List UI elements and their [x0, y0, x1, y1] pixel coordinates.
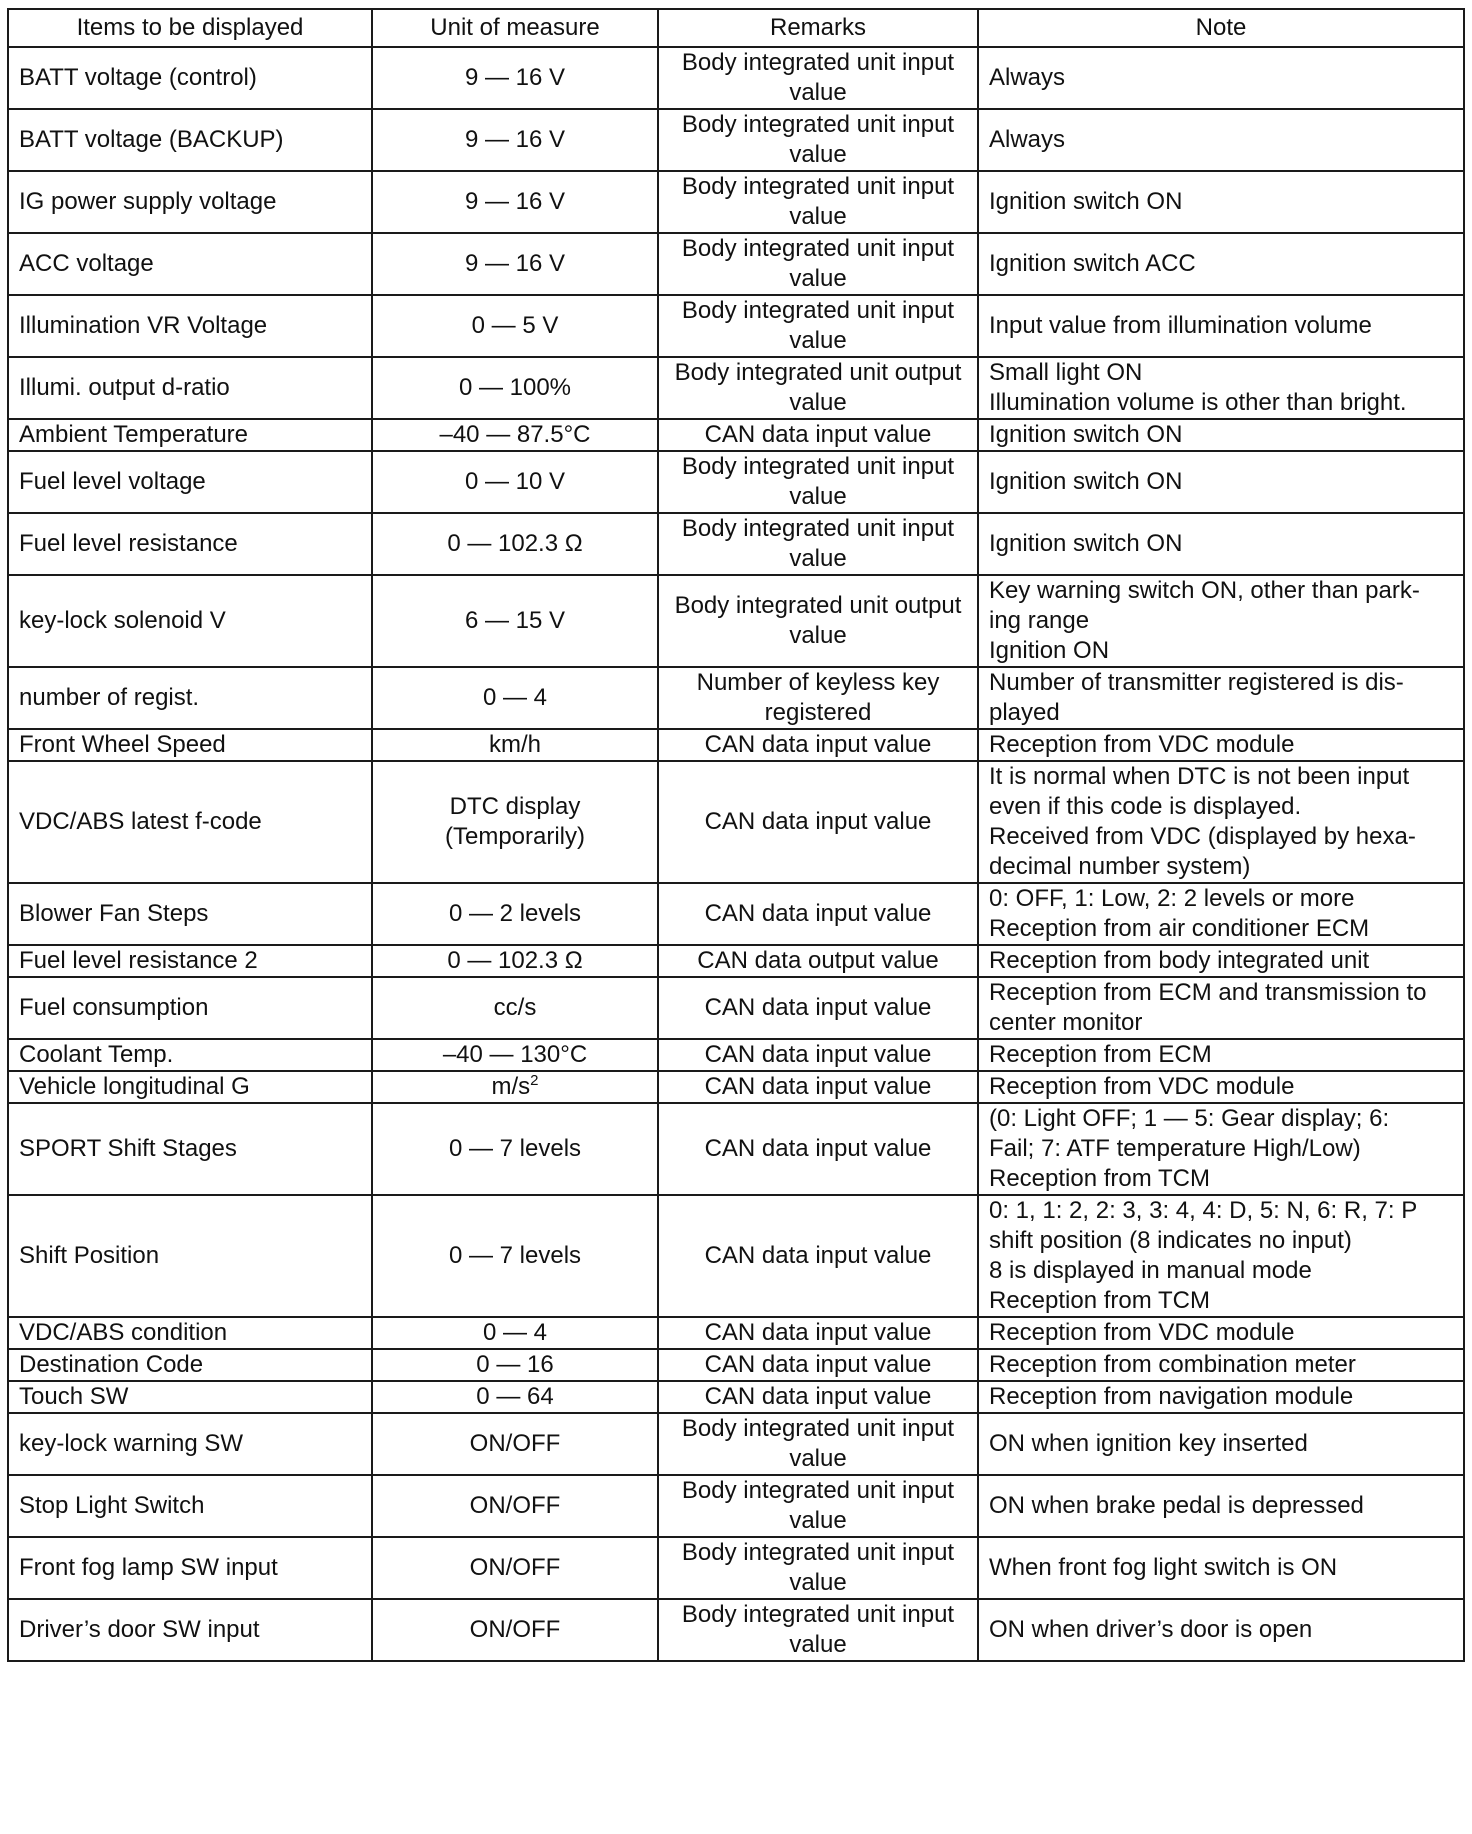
table-row	[8, 47, 1464, 109]
table-row	[8, 977, 1464, 1039]
table-row	[8, 233, 1464, 295]
note-line: When front fog light switch is ON	[989, 1554, 1338, 1581]
unit-cell	[372, 1103, 658, 1195]
note-line: Ignition switch ON	[989, 530, 1183, 557]
remarks-cell: CAN data input value	[658, 1381, 978, 1413]
unit-cell	[372, 171, 658, 233]
note-line: Received from VDC (displayed by hexa-	[989, 823, 1416, 850]
unit-text: 0 — 102.3 Ω	[447, 530, 583, 557]
unit-text: –40 — 130°C	[442, 1041, 588, 1068]
unit-text: ON/OFF	[469, 1492, 561, 1519]
unit-text: 6 — 15 V	[464, 607, 566, 634]
table-row	[8, 451, 1464, 513]
item-cell: Front fog lamp SW input	[8, 1537, 372, 1599]
unit-cell	[372, 667, 658, 729]
table-row	[8, 667, 1464, 729]
note-line: Reception from ECM	[989, 1041, 1212, 1068]
table-row	[8, 575, 1464, 667]
unit-text: –40 — 87.5°C	[439, 421, 591, 448]
note-line: Ignition switch ON	[989, 421, 1183, 448]
note-line: Always	[989, 126, 1066, 153]
table-row	[8, 1599, 1464, 1661]
note-cell	[978, 945, 1464, 977]
remarks-cell: Body integrated unit input value	[658, 295, 978, 357]
remarks-cell: CAN data input value	[658, 419, 978, 451]
remarks-cell: CAN data input value	[658, 1195, 978, 1317]
unit-cell	[372, 1413, 658, 1475]
table-row	[8, 761, 1464, 883]
remarks-cell: CAN data input value	[658, 977, 978, 1039]
unit-text: 0 — 7 levels	[448, 1242, 582, 1269]
note-line: played	[989, 699, 1060, 726]
item-cell: Ambient Temperature	[8, 419, 372, 451]
note-cell	[978, 47, 1464, 109]
note-line: ON when ignition key inserted	[989, 1430, 1308, 1457]
header-note: Note	[978, 9, 1464, 47]
item-cell: Fuel level resistance 2	[8, 945, 372, 977]
remarks-cell: Body integrated unit input value	[658, 513, 978, 575]
header-unit: Unit of measure	[372, 9, 658, 47]
item-cell: Fuel consumption	[8, 977, 372, 1039]
remarks-cell: Body integrated unit input value	[658, 171, 978, 233]
note-cell	[978, 1317, 1464, 1349]
note-line: Reception from ECM and transmission to	[989, 979, 1427, 1006]
unit-cell	[372, 1195, 658, 1317]
table-row	[8, 1195, 1464, 1317]
unit-text: 9 — 16 V	[464, 64, 566, 91]
unit-cell	[372, 729, 658, 761]
note-cell	[978, 295, 1464, 357]
table-row	[8, 419, 1464, 451]
unit-text: DTC display (Temporarily)	[444, 793, 585, 850]
table-row	[8, 109, 1464, 171]
remarks-cell: Body integrated unit input value	[658, 47, 978, 109]
table-row	[8, 883, 1464, 945]
header-remarks: Remarks	[658, 9, 978, 47]
note-cell	[978, 667, 1464, 729]
item-cell: VDC/ABS latest f-code	[8, 761, 372, 883]
note-cell	[978, 761, 1464, 883]
unit-text: 0 — 2 levels	[448, 900, 582, 927]
table-row	[8, 945, 1464, 977]
unit-text: 0 — 4	[482, 684, 548, 711]
remarks-cell: Number of keyless key registered	[658, 667, 978, 729]
item-cell: Driver’s door SW input	[8, 1599, 372, 1661]
header-items: Items to be displayed	[8, 9, 372, 47]
unit-cell	[372, 47, 658, 109]
remarks-cell: Body integrated unit input value	[658, 1599, 978, 1661]
unit-cell	[372, 945, 658, 977]
remarks-cell: Body integrated unit input value	[658, 1537, 978, 1599]
item-cell: key-lock solenoid V	[8, 575, 372, 667]
unit-cell	[372, 233, 658, 295]
note-cell	[978, 513, 1464, 575]
item-cell: Touch SW	[8, 1381, 372, 1413]
unit-text: 0 — 5 V	[471, 312, 559, 339]
table-row	[8, 513, 1464, 575]
item-cell: number of regist.	[8, 667, 372, 729]
unit-text: 0 — 10 V	[464, 468, 566, 495]
table-row	[8, 1413, 1464, 1475]
remarks-cell: Body integrated unit input value	[658, 1413, 978, 1475]
note-line: shift position (8 indicates no input)	[989, 1227, 1352, 1254]
item-cell: Vehicle longitudinal G	[8, 1071, 372, 1103]
note-cell	[978, 1195, 1464, 1317]
unit-cell	[372, 1349, 658, 1381]
unit-text: cc/s	[493, 994, 537, 1021]
item-cell: Destination Code	[8, 1349, 372, 1381]
unit-cell	[372, 451, 658, 513]
item-cell: Coolant Temp.	[8, 1039, 372, 1071]
item-cell: VDC/ABS condition	[8, 1317, 372, 1349]
unit-text: ON/OFF	[469, 1616, 561, 1643]
remarks-cell: Body integrated unit input value	[658, 1475, 978, 1537]
table-row	[8, 1537, 1464, 1599]
note-cell	[978, 1349, 1464, 1381]
remarks-cell: CAN data input value	[658, 883, 978, 945]
unit-cell	[372, 1039, 658, 1071]
note-line: 0: OFF, 1: Low, 2: 2 levels or more	[989, 885, 1355, 912]
note-line: Ignition ON	[989, 637, 1110, 664]
table-row	[8, 1317, 1464, 1349]
note-line: Reception from combination meter	[989, 1351, 1356, 1378]
table-header-row	[8, 9, 1464, 47]
unit-cell	[372, 513, 658, 575]
item-cell: Fuel level resistance	[8, 513, 372, 575]
note-line: center monitor	[989, 1009, 1143, 1036]
data-monitor-table	[7, 8, 1465, 1662]
unit-text: km/h	[488, 731, 541, 758]
table-row	[8, 1349, 1464, 1381]
note-line: It is normal when DTC is not been input	[989, 763, 1410, 790]
note-cell	[978, 233, 1464, 295]
note-cell	[978, 1071, 1464, 1103]
item-cell: Stop Light Switch	[8, 1475, 372, 1537]
unit-text: ON/OFF	[469, 1554, 561, 1581]
note-cell	[978, 883, 1464, 945]
note-line: Reception from VDC module	[989, 1319, 1295, 1346]
unit-cell	[372, 1537, 658, 1599]
note-line: Always	[989, 64, 1066, 91]
remarks-cell: Body integrated unit input value	[658, 109, 978, 171]
note-line: Reception from TCM	[989, 1165, 1210, 1192]
note-cell	[978, 1413, 1464, 1475]
note-line: Reception from navigation module	[989, 1383, 1354, 1410]
table-row	[8, 357, 1464, 419]
note-line: Ignition switch ON	[989, 468, 1183, 495]
note-line: Input value from illumination volume	[989, 312, 1372, 339]
item-cell: SPORT Shift Stages	[8, 1103, 372, 1195]
remarks-cell: CAN data input value	[658, 1317, 978, 1349]
unit-cell	[372, 419, 658, 451]
remarks-cell: CAN data input value	[658, 1103, 978, 1195]
remarks-cell: CAN data input value	[658, 1349, 978, 1381]
note-cell	[978, 357, 1464, 419]
item-cell: Illumi. output d-ratio	[8, 357, 372, 419]
note-line: 8 is displayed in manual mode	[989, 1257, 1312, 1284]
remarks-cell: Body integrated unit input value	[658, 451, 978, 513]
note-cell	[978, 977, 1464, 1039]
note-cell	[978, 1381, 1464, 1413]
item-cell: Shift Position	[8, 1195, 372, 1317]
table-row	[8, 729, 1464, 761]
item-cell: Fuel level voltage	[8, 451, 372, 513]
unit-text: 0 — 4	[482, 1319, 548, 1346]
unit-text: 0 — 16	[476, 1351, 554, 1378]
unit-cell	[372, 761, 658, 883]
note-line: (0: Light OFF; 1 — 5: Gear display; 6:	[989, 1105, 1390, 1132]
unit-text: 0 — 100%	[458, 374, 572, 401]
unit-superscript: 2	[530, 1072, 539, 1089]
table-row	[8, 1039, 1464, 1071]
item-cell: Front Wheel Speed	[8, 729, 372, 761]
unit-text: ON/OFF	[469, 1430, 561, 1457]
unit-cell	[372, 883, 658, 945]
item-cell: BATT voltage (BACKUP)	[8, 109, 372, 171]
note-line: Reception from TCM	[989, 1287, 1210, 1314]
note-line: ing range	[989, 607, 1090, 634]
unit-cell	[372, 1071, 658, 1103]
note-line: Key warning switch ON, other than park-	[989, 577, 1420, 604]
unit-text: 9 — 16 V	[464, 188, 566, 215]
note-line: Ignition switch ACC	[989, 250, 1196, 277]
note-cell	[978, 729, 1464, 761]
unit-cell	[372, 1475, 658, 1537]
unit-text: 0 — 102.3 Ω	[447, 947, 583, 974]
item-cell: ACC voltage	[8, 233, 372, 295]
unit-cell	[372, 575, 658, 667]
note-line: decimal number system)	[989, 853, 1251, 880]
note-cell	[978, 109, 1464, 171]
note-line: Number of transmitter registered is dis-	[989, 669, 1404, 696]
note-line: Reception from VDC module	[989, 1073, 1295, 1100]
note-line: Illumination volume is other than bright.	[989, 389, 1407, 416]
note-line: ON when driver’s door is open	[989, 1616, 1313, 1643]
remarks-cell: CAN data input value	[658, 729, 978, 761]
item-cell: Blower Fan Steps	[8, 883, 372, 945]
note-line: Reception from air conditioner ECM	[989, 915, 1370, 942]
remarks-cell: Body integrated unit input value	[658, 233, 978, 295]
note-cell	[978, 1103, 1464, 1195]
unit-cell	[372, 1317, 658, 1349]
remarks-cell: CAN data input value	[658, 1039, 978, 1071]
table-row	[8, 1071, 1464, 1103]
note-cell	[978, 419, 1464, 451]
unit-text: m/s	[491, 1073, 531, 1100]
unit-text: 0 — 64	[476, 1383, 554, 1410]
note-line: Small light ON	[989, 359, 1143, 386]
item-cell: key-lock warning SW	[8, 1413, 372, 1475]
unit-cell	[372, 109, 658, 171]
remarks-cell: Body integrated unit output value	[658, 357, 978, 419]
note-cell	[978, 451, 1464, 513]
unit-cell	[372, 295, 658, 357]
unit-text: 9 — 16 V	[464, 250, 566, 277]
unit-cell	[372, 977, 658, 1039]
note-cell	[978, 1039, 1464, 1071]
unit-text: 0 — 7 levels	[448, 1135, 582, 1162]
note-line: Reception from body integrated unit	[989, 947, 1370, 974]
note-line: 0: 1, 1: 2, 2: 3, 3: 4, 4: D, 5: N, 6: R, 7: P	[989, 1197, 1418, 1224]
note-line: even if this code is displayed.	[989, 793, 1302, 820]
note-line: Reception from VDC module	[989, 731, 1295, 758]
table-row	[8, 171, 1464, 233]
remarks-cell: CAN data output value	[658, 945, 978, 977]
note-cell	[978, 1599, 1464, 1661]
item-cell: IG power supply voltage	[8, 171, 372, 233]
note-cell	[978, 575, 1464, 667]
unit-cell	[372, 357, 658, 419]
note-cell	[978, 171, 1464, 233]
table-row	[8, 1103, 1464, 1195]
note-line: Ignition switch ON	[989, 188, 1183, 215]
remarks-cell: Body integrated unit output value	[658, 575, 978, 667]
table-row	[8, 295, 1464, 357]
remarks-cell: CAN data input value	[658, 1071, 978, 1103]
item-cell: BATT voltage (control)	[8, 47, 372, 109]
unit-cell	[372, 1381, 658, 1413]
note-line: ON when brake pedal is depressed	[989, 1492, 1364, 1519]
item-cell: Illumination VR Voltage	[8, 295, 372, 357]
unit-cell	[372, 1599, 658, 1661]
remarks-cell: CAN data input value	[658, 761, 978, 883]
note-line: Fail; 7: ATF temperature High/Low)	[989, 1135, 1361, 1162]
table-row	[8, 1381, 1464, 1413]
note-cell	[978, 1475, 1464, 1537]
table-row	[8, 1475, 1464, 1537]
note-cell	[978, 1537, 1464, 1599]
unit-text: 9 — 16 V	[464, 126, 566, 153]
